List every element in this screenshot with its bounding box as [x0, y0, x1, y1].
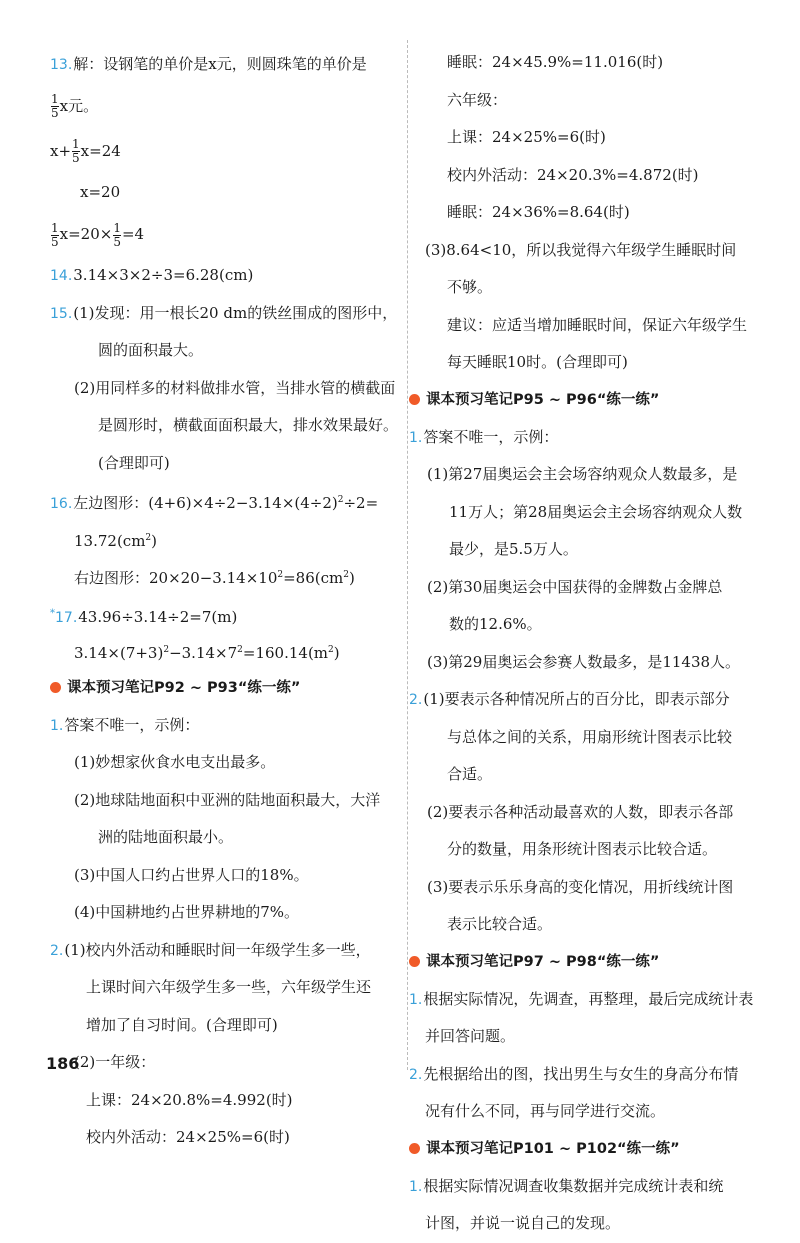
- c1-line1: 1.根据实际情况，先调查，再整理，最后完成统计表: [409, 989, 754, 1008]
- q15-line2: 圆的面积最大。: [98, 341, 204, 359]
- r-line3: 上课：24×25%=6(时): [447, 128, 606, 146]
- r-line7: 不够。: [447, 278, 493, 296]
- a2-line6: 校内外活动：24×25%=6(时): [86, 1128, 290, 1146]
- a2-line4: (2)一年级：: [74, 1053, 156, 1071]
- r-line8: 建议：应适当增加睡眠时间，保证六年级学生: [447, 315, 748, 334]
- heading-dot-icon: [50, 682, 61, 693]
- heading-dot-icon: [409, 1143, 420, 1154]
- b2-line4: (2)要表示各种活动最喜欢的人数，即表示各部: [427, 802, 734, 821]
- b2-line3: 合适。: [447, 765, 493, 783]
- r-line2: 六年级：: [447, 90, 508, 109]
- a2-line3: 增加了自习时间。(合理即可): [86, 1015, 278, 1034]
- r-line5: 睡眠：24×36%=8.64(时): [447, 203, 630, 221]
- b1-line3: 11万人；第28届奥运会主会场容纳观众人数: [449, 502, 743, 521]
- q15-line3: (2)用同样多的材料做排水管，当排水管的横截面: [74, 378, 396, 397]
- heading-dot-icon: [409, 956, 420, 967]
- q13-line3: x+ $\frac{1}{5}$ x=24: [50, 137, 121, 165]
- d1-line2: 计图，并说一说自己的发现。: [425, 1214, 621, 1232]
- q16-line3: 右边图形：$20\times 20-3.14\times 10^2=86(cm^2)$: [74, 569, 355, 587]
- b2-line5: 分的数量，用条形统计图表示比较合适。: [447, 840, 718, 858]
- b1-line5: (2)第30届奥运会中国获得的金牌数占金牌总: [427, 577, 723, 596]
- column-divider: [407, 40, 408, 1070]
- b1-line4: 最少，是5.5万人。: [449, 540, 578, 558]
- a2-line1: 2.(1)校内外活动和睡眠时间一年级学生多一些，: [50, 940, 371, 959]
- b2-line7: 表示比较合适。: [447, 915, 553, 933]
- c2-line1: 2.先根据给出的图，找出男生与女生的身高分布情: [409, 1064, 739, 1083]
- r-line6: (3)8.64<10，所以我觉得六年级学生睡眠时间: [425, 240, 737, 259]
- left-column: [50, 46, 399, 1157]
- a1-line6: (4)中国耕地约占世界耕地的7%。: [74, 903, 300, 921]
- section-heading-p101-p102: 课本预习笔记P101 ~ P102“练一练”: [409, 1131, 755, 1168]
- a1-line4: 洲的陆地面积最小。: [98, 828, 234, 846]
- q13-line5: $\frac{1}{5}$ x=20× $\frac{1}{5}$ =4: [51, 220, 145, 249]
- right-column: [409, 44, 755, 1243]
- b1-line6: 数的12.6%。: [449, 615, 542, 633]
- q13-number: 13.: [50, 57, 73, 73]
- q15-line4: 是圆形时，横截面面积最大，排水效果最好。: [98, 416, 399, 434]
- b1-line1: 1.答案不唯一，示例：: [409, 427, 559, 446]
- q14-line: 14.3.14×3×2÷3=6.28(cm): [50, 266, 254, 284]
- b1-line2: (1)第27届奥运会主会场容纳观众人数最多，是: [427, 465, 738, 483]
- section-heading-p92-p93: 课本预习笔记P92 ~ P93“练一练”: [50, 670, 395, 707]
- q17-line2: $3.14\times(7+3)^2-3.14\times 7^2=160.14(m^2)$: [74, 644, 340, 662]
- r-line1: 睡眠：24×45.9%=11.016(时): [447, 53, 664, 71]
- b2-line6: (3)要表示乐乐身高的变化情况，用折线统计图: [427, 877, 734, 896]
- section-heading-p97-p98: 课本预习笔记P97 ~ P98“练一练”: [409, 944, 755, 981]
- b1-line7: (3)第29届奥运会参赛人数最多，是11438人。: [427, 652, 741, 671]
- b2-line2: 与总体之间的关系，用扇形统计图表示比较: [447, 727, 733, 746]
- a2-line2: 上课时间六年级学生多一些，六年级学生还: [86, 978, 372, 996]
- q13-line4: x=20: [80, 182, 121, 201]
- c1-line2: 并回答问题。: [425, 1027, 516, 1045]
- fraction-one-fifth: $\frac{1}{5}$: [51, 92, 59, 120]
- a1-line5: (3)中国人口约占世界人口的18%。: [74, 865, 309, 884]
- page-number: 186: [46, 1054, 80, 1073]
- a1-line1: 1.答案不唯一，示例：: [50, 715, 200, 734]
- fraction-one-fifth: $\frac{1}{5}$: [72, 137, 80, 165]
- heading-dot-icon: [409, 394, 420, 405]
- r-line9: 每天睡眠10时。(合理即可): [447, 353, 628, 371]
- q15-line5: (合理即可): [98, 453, 170, 472]
- a1-line3: (2)地球陆地面积中亚洲的陆地面积最大，大洋: [74, 790, 381, 809]
- q13-line2: $\frac{1}{5}$ x元。: [51, 92, 99, 120]
- section-heading-p95-p96: 课本预习笔记P95 ~ P96“练一练”: [409, 382, 755, 419]
- fraction-one-fifth: $\frac{1}{5}$: [51, 220, 59, 249]
- a1-line2: (1)妙想家伙食水电支出最多。: [74, 753, 276, 771]
- q16-line2: $13.72(cm^2)$: [74, 531, 158, 550]
- q15-line1: 15.(1)发现：用一根长20 dm的铁丝围成的图形中，: [50, 303, 398, 322]
- b2-line1: 2.(1)要表示各种情况所占的百分比，即表示部分: [409, 690, 730, 708]
- d1-line1: 1.根据实际情况调查收集数据并完成统计表和统: [409, 1176, 724, 1195]
- a2-line5: 上课：24×20.8%=4.992(时): [86, 1090, 293, 1109]
- q13-line1: 13.解：设钢笔的单价是x元，则圆珠笔的单价是: [50, 55, 367, 73]
- c2-line2: 况有什么不同，再与同学进行交流。: [425, 1102, 666, 1120]
- fraction-one-fifth: $\frac{1}{5}$: [113, 220, 121, 249]
- r-line4: 校内外活动：24×20.3%=4.872(时): [447, 165, 699, 184]
- q16-line1: 16.左边图形：$(4+6)\times 4\div 2-3.14\times(4\div 2)^2\div 2=$: [50, 494, 379, 512]
- q17-line1: *17.43.96÷3.14÷2=7(m): [50, 607, 238, 626]
